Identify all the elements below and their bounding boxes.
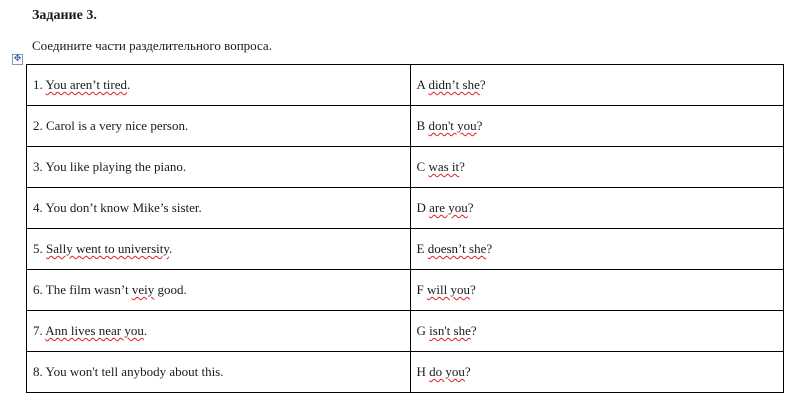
task-heading-period: .: [93, 8, 97, 23]
cell-text: .: [127, 77, 131, 92]
table-row: [27, 188, 784, 229]
cell-text: ?: [467, 200, 474, 215]
cell-text: E: [416, 241, 428, 256]
cell-text: ?: [459, 159, 465, 174]
question-tag-cell: [410, 65, 783, 106]
sentence-cell: [27, 270, 411, 311]
cell-text: 7.: [33, 323, 46, 338]
sentence-cell: [27, 188, 411, 229]
table-row: [27, 65, 784, 106]
sentence-cell: [27, 311, 411, 352]
spellcheck-flagged-text: isn't she: [429, 323, 471, 338]
task-heading-number: 3: [86, 8, 94, 23]
spellcheck-flagged-text: veiy: [131, 282, 155, 297]
spellcheck-flagged-text: do you: [429, 364, 465, 379]
sentence-cell: [27, 352, 411, 393]
matching-table-body: [27, 65, 784, 393]
spellcheck-flagged-text: Sally went to university: [46, 241, 170, 256]
task-instruction: Соедините части разделительного вопроса.: [32, 38, 272, 53]
question-tag-cell: [410, 352, 783, 393]
sentence-cell: [27, 65, 411, 106]
cell-text: B: [416, 118, 429, 133]
question-tag-cell: [410, 229, 783, 270]
cell-text: H: [416, 364, 430, 379]
table-row: [27, 229, 784, 270]
table-row: [27, 147, 784, 188]
question-tag-cell: [410, 311, 783, 352]
cell-text: good.: [154, 282, 187, 297]
spellcheck-flagged-text: didn’t she: [428, 77, 480, 92]
question-tag-cell: [410, 270, 783, 311]
table-row: [27, 311, 784, 352]
spellcheck-flagged-text: You aren’t tired: [45, 77, 128, 92]
cell-text: 1.: [33, 77, 46, 92]
cell-text: G: [416, 323, 430, 338]
cell-text: .: [169, 241, 173, 256]
spellcheck-flagged-text: Ann lives near you: [45, 323, 144, 338]
cell-text: .: [143, 323, 148, 338]
cell-text: 8. You won't tell anybody about this.: [33, 364, 224, 379]
spellcheck-flagged-text: will you: [427, 282, 470, 297]
cell-text: ?: [470, 323, 477, 338]
sentence-cell: [27, 229, 411, 270]
sentence-cell: [27, 106, 411, 147]
move-cross-icon[interactable]: ✥: [13, 54, 22, 64]
cell-text: C: [416, 159, 429, 174]
table-row: [27, 106, 784, 147]
cell-text: 2. Carol is a very nice person.: [33, 118, 189, 133]
cell-text: ?: [464, 364, 471, 379]
table-row: [27, 270, 784, 311]
spellcheck-flagged-text: don't you: [428, 118, 477, 133]
cell-text: ?: [479, 77, 486, 92]
cell-text: F: [416, 282, 427, 297]
sentence-cell: [27, 147, 411, 188]
cell-text: 4. You don’t know Mike’s sister.: [33, 200, 202, 215]
task-heading: [32, 8, 97, 24]
spellcheck-flagged-text: are you: [429, 200, 468, 215]
cell-text: ?: [486, 241, 493, 256]
cell-text: A: [416, 77, 429, 92]
table-row: [27, 352, 784, 393]
spellcheck-flagged-text: doesn’t she: [427, 241, 487, 256]
cell-text: ?: [469, 282, 476, 297]
spellcheck-flagged-text: was it: [428, 159, 460, 174]
cell-text: 3. You like playing the piano.: [33, 159, 187, 174]
question-tag-cell: [410, 147, 783, 188]
cell-text: ?: [476, 118, 483, 133]
task-heading-label: Задание: [32, 8, 83, 23]
cell-text: D: [416, 200, 430, 215]
question-tag-cell: [410, 188, 783, 229]
question-tag-cell: [410, 106, 783, 147]
cell-text: 5.: [33, 241, 46, 256]
cell-text: 6. The film wasn’t: [33, 282, 132, 297]
matching-table: [26, 64, 784, 393]
